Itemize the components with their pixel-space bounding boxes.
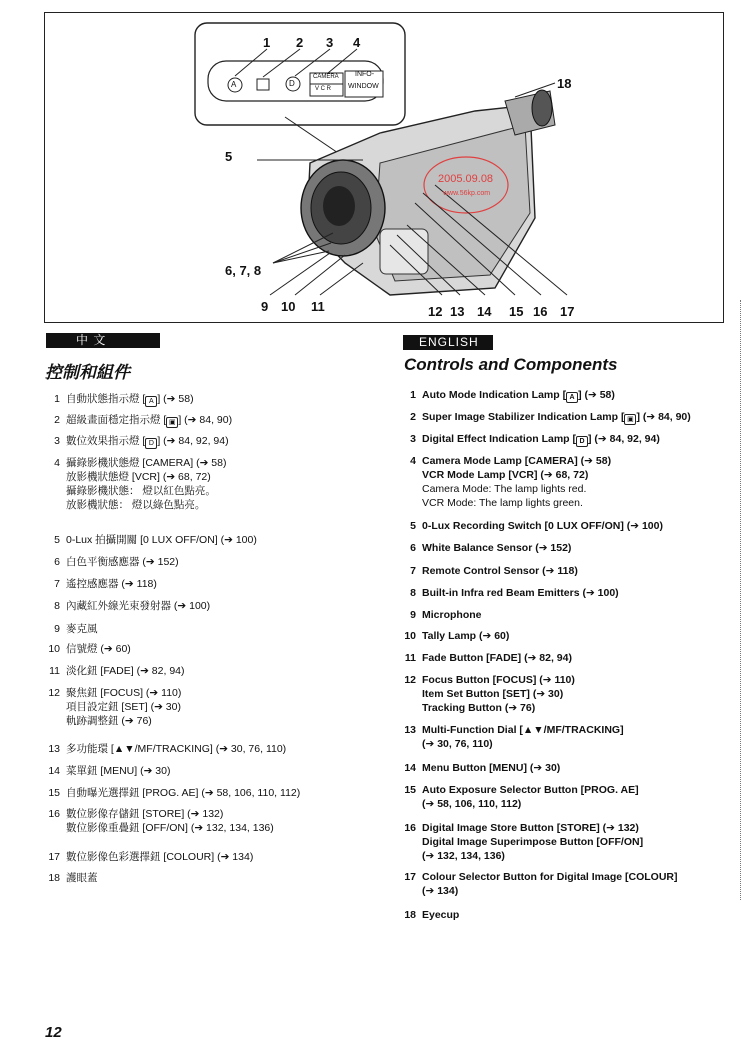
item-subline: 數位影像重疊鈕 [OFF/ON] (➔ 132, 134, 136): [66, 822, 274, 834]
item-number: 3: [410, 433, 416, 445]
item-number: 9: [410, 609, 416, 621]
dial-area: [380, 229, 428, 274]
callout-4: 4: [353, 35, 361, 50]
lamp-symbol-icon: ▣: [166, 417, 178, 428]
item-text: 自動曝光選擇鈕 [PROG. AE] (➔ 58, 106, 110, 112): [66, 787, 301, 799]
item-subline: 攝錄影機狀態： 燈以紅色點亮。: [66, 485, 216, 497]
list-item: [44, 392, 194, 407]
leader-678c: [273, 251, 329, 263]
item-number: 2: [54, 414, 60, 426]
item-text: 菜單鈕 [MENU] (➔ 30): [66, 765, 171, 777]
item-number: 12: [48, 687, 60, 699]
list-item: [44, 622, 98, 636]
item-note: Camera Mode: The lamp lights red.: [422, 483, 587, 495]
list-item: [400, 651, 572, 665]
item-text: 0-Lux 拍攝開關 [0 LUX OFF/ON] (➔ 100): [66, 534, 257, 546]
item-number: 8: [54, 600, 60, 612]
lamp-symbol-icon: ▣: [624, 414, 636, 425]
list-item: [44, 850, 253, 864]
item-subline: (➔ 58, 106, 110, 112): [422, 798, 522, 810]
item-subline: Item Set Button [SET] (➔ 30): [422, 688, 564, 700]
english-lang-label: ENGLISH: [419, 335, 479, 349]
watermark-url: www.56kp.com: [443, 190, 491, 197]
list-item: [44, 764, 170, 778]
item-subline: VCR Mode Lamp [VCR] (➔ 68, 72): [422, 469, 589, 481]
callout-6-7-8: 6, 7, 8: [225, 263, 262, 278]
list-item: [44, 642, 131, 656]
panel-vcr-label: V C R: [315, 86, 332, 92]
callout-11: 11: [311, 299, 325, 314]
lamp-symbol-icon: A: [566, 392, 578, 403]
item-number: 13: [48, 743, 60, 755]
list-item: [400, 870, 678, 898]
item-text: Microphone: [422, 609, 482, 621]
panel-lamp-a-label: A: [231, 80, 237, 89]
item-text: Multi-Function Dial [▲▼/MF/TRACKING]: [422, 724, 624, 736]
item-number: 10: [48, 643, 60, 655]
item-number: 17: [48, 851, 60, 863]
callout-10: 10: [281, 299, 296, 314]
item-subline: 軌跡調整鈕 (➔ 76): [66, 715, 152, 727]
item-number: 4: [410, 455, 416, 467]
callout-12: 12: [428, 304, 443, 319]
item-text: 淡化鈕 [FADE] (➔ 82, 94): [66, 665, 185, 677]
item-subline: 放影機狀態： 燈以綠色點亮。: [66, 499, 206, 511]
item-number: 5: [410, 520, 416, 532]
item-text-end: ] (➔ 84, 92, 94): [157, 435, 229, 447]
callout-2: 2: [296, 35, 304, 50]
item-text: 聚焦鈕 [FOCUS] (➔ 110): [66, 687, 182, 699]
page-number: 12: [45, 1024, 62, 1041]
item-number: 7: [410, 565, 416, 577]
list-item: [400, 608, 482, 622]
leader-678b: [273, 243, 331, 263]
list-item: [44, 413, 232, 428]
item-text: Remote Control Sensor (➔ 118): [422, 565, 578, 577]
item-number: 2: [410, 411, 416, 423]
lamp-symbol-icon: D: [145, 438, 157, 449]
item-number: 18: [404, 909, 416, 921]
list-item: [44, 599, 210, 613]
item-number: 7: [54, 578, 60, 590]
item-number: 6: [54, 556, 60, 568]
callout-15: 15: [509, 304, 524, 319]
list-item: [400, 723, 624, 751]
item-subline: Digital Image Superimpose Button [OFF/ON]: [422, 836, 644, 848]
chinese-section-title: 控制和組件: [45, 363, 130, 382]
item-text: Built-in Infra red Beam Emitters (➔ 100): [422, 587, 619, 599]
panel-lamp-d-label: D: [289, 79, 295, 88]
item-number: 18: [48, 872, 60, 884]
item-subline: Tracking Button (➔ 76): [422, 702, 536, 714]
panel-window-label: WINDOW: [348, 83, 379, 90]
lens-glass: [323, 186, 355, 226]
item-text: 遙控感應器 (➔ 118): [66, 578, 157, 590]
lamp-stabilizer-icon: [257, 79, 269, 90]
panel-info-label: INFO-: [355, 71, 375, 78]
item-text: Focus Button [FOCUS] (➔ 110): [422, 674, 575, 686]
list-item: [400, 519, 663, 533]
item-text: Fade Button [FADE] (➔ 82, 94): [422, 652, 572, 664]
item-number: 4: [54, 457, 60, 469]
item-text: Tally Lamp (➔ 60): [422, 630, 510, 642]
item-number: 15: [48, 787, 60, 799]
camcorder-diagram: [44, 12, 724, 323]
item-subline: 放影機狀態燈 [VCR] (➔ 68, 72): [66, 471, 211, 483]
item-subline: (➔ 132, 134, 136): [422, 850, 505, 862]
item-number: 16: [48, 808, 60, 820]
list-item: [400, 410, 691, 425]
callout-9: 9: [261, 299, 269, 314]
item-text-end: ] (➔ 84, 90): [178, 414, 233, 426]
item-number: 15: [404, 784, 416, 796]
item-text: Super Image Stabilizer Indication Lamp [: [422, 411, 625, 423]
list-item: [44, 577, 157, 591]
list-item: [400, 821, 643, 863]
list-item: [44, 686, 181, 728]
callout-5: 5: [225, 149, 233, 164]
list-item: [400, 432, 660, 447]
list-item: [400, 388, 615, 403]
callout-1: 1: [263, 35, 271, 50]
english-lang-bar: [403, 335, 493, 350]
item-number: 12: [404, 674, 416, 686]
item-text: Digital Effect Indication Lamp [: [422, 433, 577, 445]
item-number: 6: [410, 542, 416, 554]
item-text-end: ] (➔ 58): [157, 393, 194, 405]
item-number: 5: [54, 534, 60, 546]
item-number: 1: [410, 389, 416, 401]
list-item: [400, 908, 459, 922]
item-text: Menu Button [MENU] (➔ 30): [422, 762, 561, 774]
item-number: 1: [54, 393, 60, 405]
watermark-date: 2005.09.08: [438, 173, 494, 185]
callout-16: 16: [533, 304, 548, 319]
item-text: 數位影像存儲鈕 [STORE] (➔ 132): [66, 808, 224, 820]
item-text-end: ] (➔ 58): [578, 389, 615, 401]
item-note: VCR Mode: The lamp lights green.: [422, 497, 583, 509]
eyecup-rubber: [532, 90, 552, 126]
list-item: [44, 871, 98, 885]
item-subline: 項目設定鈕 [SET] (➔ 30): [66, 701, 181, 713]
leader-11: [320, 263, 363, 295]
camcorder-illustration: [45, 13, 724, 323]
list-item: [44, 555, 179, 569]
item-text: Digital Image Store Button [STORE] (➔ 132): [422, 822, 639, 834]
item-number: 14: [48, 765, 60, 777]
list-item: [400, 541, 571, 555]
item-number: 3: [54, 435, 60, 447]
list-item: [44, 456, 226, 512]
item-text: Colour Selector Button for Digital Image [COLOUR]: [422, 871, 678, 883]
item-text: 自動狀態指示燈 [: [66, 393, 146, 405]
item-text: 數位影像色彩選擇鈕 [COLOUR] (➔ 134): [66, 851, 254, 863]
item-subline: (➔ 134): [422, 885, 459, 897]
item-number: 9: [54, 623, 60, 635]
chinese-lang-bar: [46, 333, 160, 348]
item-number: 10: [404, 630, 416, 642]
item-text: Camera Mode Lamp [CAMERA] (➔ 58): [422, 455, 612, 467]
list-item: [400, 454, 611, 510]
item-text: 數位效果指示燈 [: [66, 435, 146, 447]
item-text: 白色平衡感應器 (➔ 152): [66, 556, 179, 568]
item-text: Eyecup: [422, 909, 460, 921]
item-text: 超級畫面穩定指示燈 [: [66, 414, 167, 426]
chinese-lang-label: 中 文: [76, 333, 107, 347]
callout-3: 3: [326, 35, 334, 50]
list-item: [44, 664, 185, 678]
list-item: [400, 564, 578, 578]
list-item: [400, 783, 639, 811]
list-item: [44, 807, 274, 835]
lamp-symbol-icon: A: [145, 396, 157, 407]
item-text: Auto Exposure Selector Button [PROG. AE]: [422, 784, 639, 796]
list-item: [400, 673, 575, 715]
list-item: [400, 761, 560, 775]
list-item: [400, 586, 619, 600]
page-edge-marks: [740, 300, 743, 900]
callout-18: 18: [557, 76, 572, 91]
item-text: Auto Mode Indication Lamp [: [422, 389, 567, 401]
item-number: 11: [49, 665, 60, 677]
item-text: 麥克風: [66, 623, 98, 635]
item-number: 11: [404, 652, 416, 664]
item-text: 內藏紅外線光束發射器 (➔ 100): [66, 600, 211, 612]
item-subline: (➔ 30, 76, 110): [422, 738, 493, 750]
list-item: [44, 742, 286, 756]
item-text: 信號燈 (➔ 60): [66, 643, 131, 655]
item-text: White Balance Sensor (➔ 152): [422, 542, 572, 554]
english-section-title: Controls and Components: [404, 355, 618, 374]
leader-10: [295, 255, 345, 295]
list-item: [44, 533, 257, 547]
item-number: 8: [410, 587, 416, 599]
item-text-end: ] (➔ 84, 92, 94): [588, 433, 660, 445]
list-item: [400, 629, 509, 643]
item-number: 16: [404, 822, 416, 834]
callout-17: 17: [560, 304, 575, 319]
item-text-end: ] (➔ 84, 90): [636, 411, 691, 423]
item-text: 護眼蓋: [66, 872, 98, 884]
lamp-symbol-icon: D: [576, 436, 588, 447]
item-text: 攝錄影機狀態燈 [CAMERA] (➔ 58): [66, 457, 227, 469]
list-item: [44, 434, 229, 449]
item-text: 多功能環 [▲▼/MF/TRACKING] (➔ 30, 76, 110): [66, 743, 287, 755]
panel-camera-label: CAMERA: [313, 74, 339, 80]
item-number: 13: [404, 724, 416, 736]
item-text: 0-Lux Recording Switch [0 LUX OFF/ON] (➔ 100): [422, 520, 663, 532]
item-number: 17: [404, 871, 416, 883]
list-item: [44, 786, 300, 800]
item-number: 14: [404, 762, 416, 774]
callout-13: 13: [450, 304, 465, 319]
callout-14: 14: [477, 304, 492, 319]
